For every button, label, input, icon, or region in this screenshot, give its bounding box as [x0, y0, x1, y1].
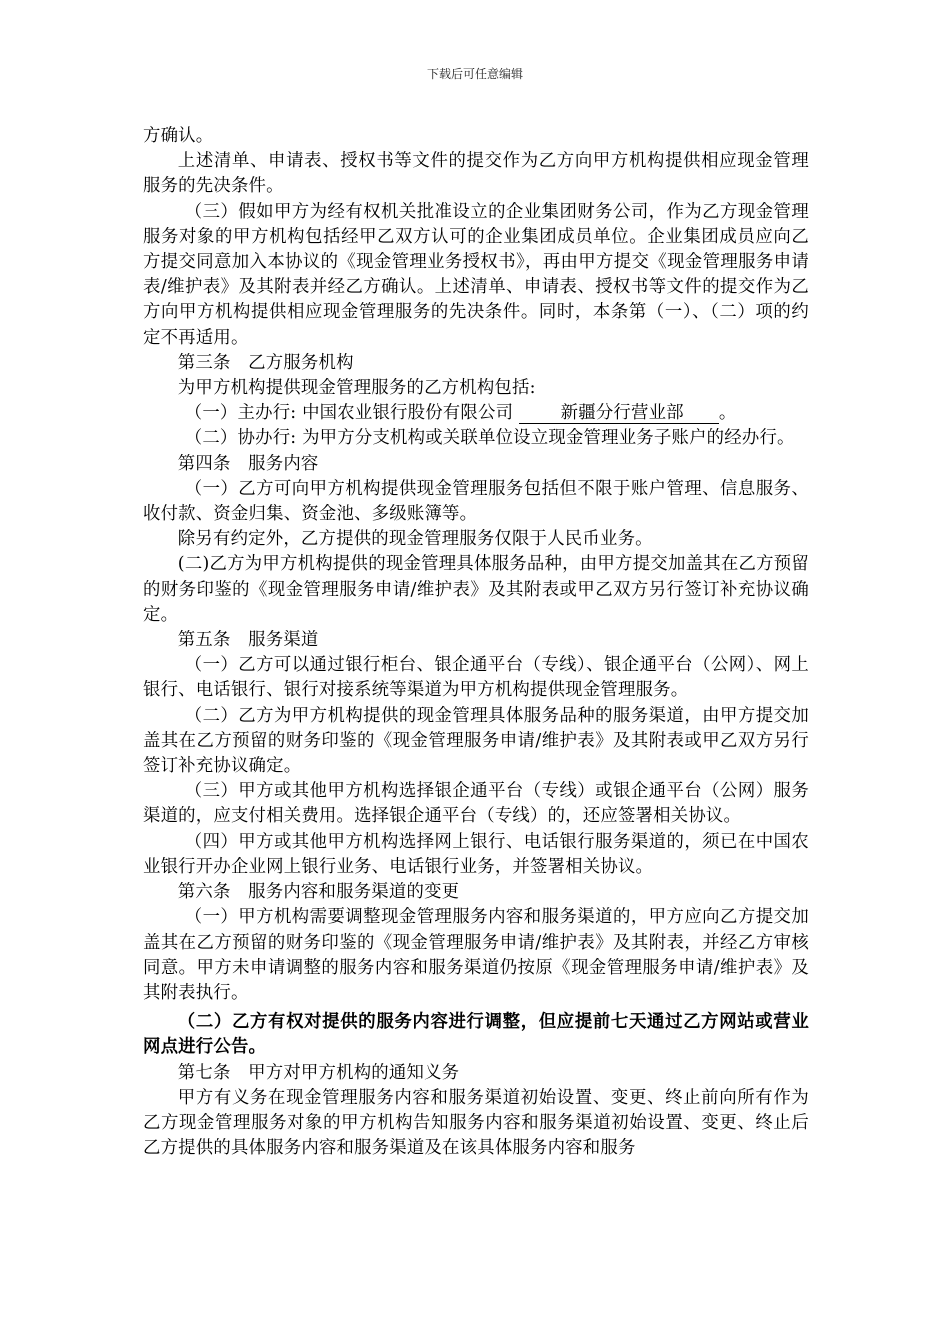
paragraph: （四）甲方或其他甲方机构选择网上银行、电话银行服务渠道的，须已在中国农业银行开办企业网上银行业务、电话银行业务，并签署相关协议。	[143, 831, 809, 877]
paragraph: 除另有约定外，乙方提供的现金管理服务仅限于人民币业务。	[177, 529, 653, 550]
paragraph: （二）协办行: 为甲方分支机构或关联单位设立现金管理业务子账户的经办行。	[184, 428, 795, 449]
paragraph: （一）乙方可向甲方机构提供现金管理服务包括但不限于账户管理、信息服务、收付款、资金归集、资金池、多级账簿等。	[143, 478, 809, 525]
document-body	[143, 124, 809, 1161]
page-header-note: 下载后可任意编辑	[426, 67, 523, 81]
paragraph: （三）假如甲方为经有权机关批准设立的企业集团财务公司，作为乙方现金管理服务对象的甲方机构包括经甲乙双方认可的企业集团成员单位。企业集团成员应向乙方提交同意加入本协议的《现金管理业务授权书》，再由甲方提交《现金管理服务申请表/维护表》及其附表并经乙方确认。上述清单、申请表、授权书等文件的提交作为乙方向甲方机构提供相应现金管理服务的先决条件。同时，本条第（一）、（二）项的约定不再适用。	[143, 201, 809, 348]
article-heading: 第四条 服务内容	[177, 453, 319, 474]
host-branch-label: （一）主办行: 中国农业银行股份有限公司	[184, 403, 514, 424]
bold-paragraph: （二）乙方有权对提供的服务内容进行调整，但应提前七天通过乙方网站或营业网点进行公告。	[143, 1012, 809, 1058]
paragraph: （一）甲方机构需要调整现金管理服务内容和服务渠道的，甲方应向乙方提交加盖其在乙方预留的财务印鉴的《现金管理服务申请/维护表》及其附表，并经乙方审核同意。甲方未申请调整的服务内容和服务渠道仍按原《现金管理服务申请/维护表》及其附表执行。	[143, 907, 809, 1003]
paragraph: 甲方有义务在现金管理服务内容和服务渠道初始设置、变更、终止前向所有作为乙方现金管理服务对象的甲方机构告知服务内容和服务渠道初始设置、变更、终止后乙方提供的具体服务内容和服务渠道及在该具体服务内容和服务	[143, 1087, 809, 1159]
host-branch-field: 新疆分行营业部	[519, 403, 719, 424]
article-heading: 第三条 乙方服务机构	[177, 352, 354, 373]
paragraph: 为甲方机构提供现金管理服务的乙方机构包括:	[177, 378, 536, 399]
paragraph: （二）乙方为甲方机构提供的现金管理具体服务品种的服务渠道，由甲方提交加盖其在乙方预留的财务印鉴的《现金管理服务申请/维护表》及其附表或甲乙双方另行签订补充协议确定。	[143, 705, 809, 777]
paragraph-host-branch	[143, 401, 809, 426]
article-heading: 第七条 甲方对甲方机构的通知义务	[177, 1062, 460, 1083]
host-branch-end: 。	[718, 403, 737, 424]
paragraph: （三）甲方或其他甲方机构选择银企通平台（专线）或银企通平台（公网）服务渠道的，应支付相关费用。选择银企通平台（专线）的，还应签署相关协议。	[143, 781, 809, 827]
paragraph: （一）乙方可以通过银行柜台、银企通平台（专线）、银企通平台（公网）、网上银行、电话银行、银行对接系统等渠道为甲方机构提供现金管理服务。	[143, 655, 809, 701]
paragraph: 上述清单、申请表、授权书等文件的提交作为乙方向甲方机构提供相应现金管理服务的先决条件。	[143, 151, 809, 197]
paragraph: 方确认。	[143, 126, 214, 146]
paragraph: (二)乙方为甲方机构提供的现金管理具体服务品种，由甲方提交加盖其在乙方预留的财务印鉴的《现金管理服务申请/维护表》及其附表或甲乙双方另行签订补充协议确定。	[143, 554, 809, 625]
article-heading: 第六条 服务内容和服务渠道的变更	[177, 882, 460, 903]
article-heading: 第五条 服务渠道	[177, 630, 319, 651]
